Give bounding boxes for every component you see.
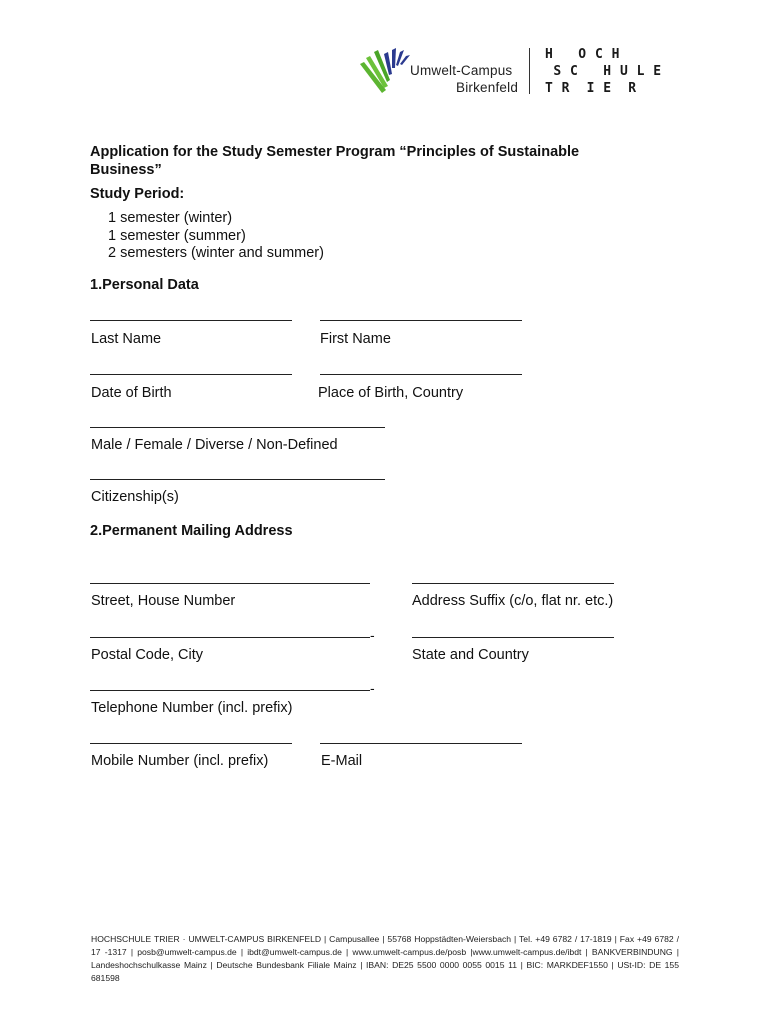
citizenship-label: Citizenship(s) <box>91 489 179 505</box>
street-field[interactable] <box>90 583 370 584</box>
postal-code-dash: - <box>370 627 375 643</box>
state-country-field[interactable] <box>412 637 614 638</box>
form-title: Application for the Study Semester Program “Principles of Sustainable Business” <box>90 144 580 178</box>
date-of-birth-field[interactable] <box>90 374 292 375</box>
study-period-option-summer[interactable]: 1 semester (summer) <box>108 228 246 244</box>
postal-code-field[interactable] <box>90 637 370 638</box>
postal-code-label: Postal Code, City <box>91 647 204 663</box>
mailing-address-heading: 2.Permanent Mailing Address <box>90 523 293 539</box>
study-period-heading: Study Period: <box>90 186 185 202</box>
place-of-birth-field[interactable] <box>320 374 522 375</box>
last-name-field[interactable] <box>90 320 292 321</box>
footer-contact-info: HOCHSCHULE TRIER · UMWELT-CAMPUS BIRKENFELD | Campusallee | 55768 Hoppstädten-Weiersbach | Tel. +49 6782 / 17-1819 | Fax +49 6782 / 17 -1317 | posb@umwelt-campus.de | ibdt@umwelt-campus.de | www.umwelt-campus.de/posb |www.umwelt-campus.de/ibdt | BANKVERBINDUNG | Landeshochschulkasse Mainz | Deutsche Bundesbank Filiale Mainz | IBAN: DE25 5500 0000 0055 0015 11 | BIC: MARKDEF1550 | USt-ID: DE 155 681598 <box>91 934 679 983</box>
hochschule-logo-row3: T R I E R <box>545 81 637 96</box>
gender-field[interactable] <box>90 427 385 428</box>
first-name-label: First Name <box>320 331 391 347</box>
telephone-label: Telephone Number (incl. prefix) <box>91 700 293 716</box>
logo-divider <box>529 48 530 94</box>
hochschule-logo-row1: H O C H <box>545 47 620 62</box>
campus-name-line2: Birkenfeld <box>456 80 519 95</box>
date-of-birth-label: Date of Birth <box>91 385 172 401</box>
street-label: Street, House Number <box>91 593 236 609</box>
hochschule-logo-row2: S C H U L E <box>545 64 662 79</box>
place-of-birth-label: Place of Birth, Country <box>318 385 464 401</box>
study-period-option-winter[interactable]: 1 semester (winter) <box>108 210 233 226</box>
email-field[interactable] <box>320 743 522 744</box>
state-country-label: State and Country <box>412 647 529 663</box>
telephone-dash: - <box>370 680 375 696</box>
umwelt-campus-logo <box>360 46 520 96</box>
first-name-field[interactable] <box>320 320 522 321</box>
citizenship-field[interactable] <box>90 479 385 480</box>
campus-name-line1: Umwelt-Campus <box>410 63 513 78</box>
address-suffix-field[interactable] <box>412 583 614 584</box>
address-suffix-label: Address Suffix (c/o, flat nr. etc.) <box>412 593 614 609</box>
study-period-option-both[interactable]: 2 semesters (winter and summer) <box>108 245 324 261</box>
personal-data-heading: 1.Personal Data <box>90 277 199 293</box>
mobile-label: Mobile Number (incl. prefix) <box>91 753 269 769</box>
email-label: E-Mail <box>321 753 363 769</box>
telephone-field[interactable] <box>90 690 370 691</box>
mobile-field[interactable] <box>90 743 292 744</box>
gender-label: Male / Female / Diverse / Non-Defined <box>91 437 338 453</box>
last-name-label: Last Name <box>91 331 162 347</box>
